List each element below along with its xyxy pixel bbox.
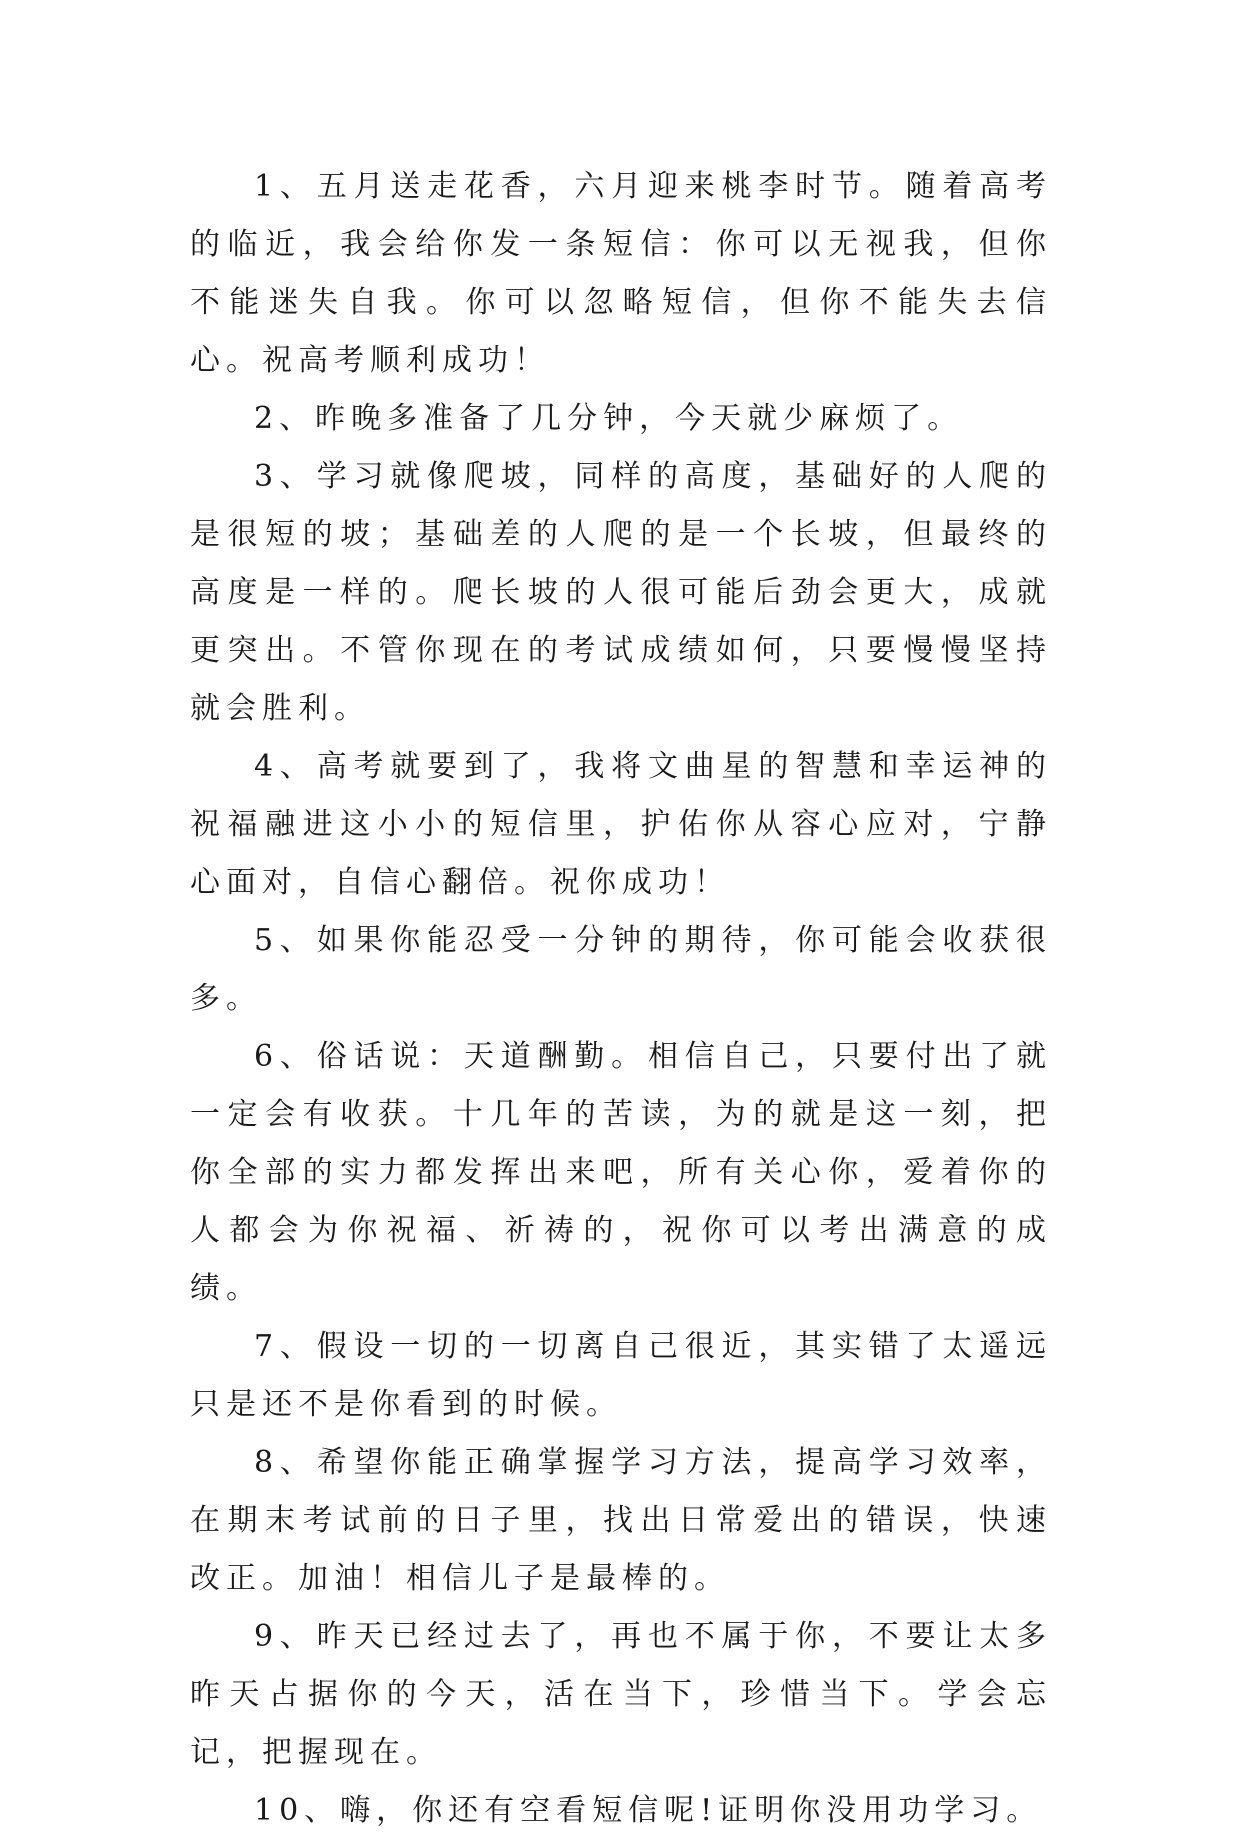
paragraph-7: 7、假设一切的一切离自己很近，其实错了太遥远只是还不是你看到的时候。 (190, 1329, 1052, 1422)
paragraph-5: 5、如果你能忍受一分钟的期待，你可能会收获很多。 (190, 923, 1052, 1016)
document-body (190, 158, 1052, 1840)
paragraph-8: 8、希望你能正确掌握学习方法，提高学习效率，在期末考试前的日子里，找出日常爱出的错误，快速改正。加油！相信儿子是最棒的。 (190, 1445, 1052, 1596)
paragraph-6: 6、俗话说：天道酬勤。相信自己，只要付出了就一定会有收获。十几年的苦读，为的就是这一刻，把你全部的实力都发挥出来吧，所有关心你，爱着你的人都会为你祝福、祈祷的，祝你可以考出满意的成绩。 (190, 1039, 1052, 1306)
paragraph-9: 9、昨天已经过去了，再也不属于你，不要让太多昨天占据你的今天，活在当下，珍惜当下。学会忘记，把握现在。 (190, 1619, 1052, 1770)
paragraph-2: 2、昨晚多准备了几分钟，今天就少麻烦了。 (254, 401, 964, 436)
paragraph-10: 10、嗨，你还有空看短信呢!证明你没用功学习。 (254, 1793, 1043, 1828)
paragraph-1: 1、五月送走花香，六月迎来桃李时节。随着高考的临近，我会给你发一条短信：你可以无视我，但你不能迷失自我。你可以忽略短信，但你不能失去信心。祝高考顺利成功！ (190, 169, 1052, 378)
paragraph-3: 3、学习就像爬坡，同样的高度，基础好的人爬的是很短的坡；基础差的人爬的是一个长坡，但最终的高度是一样的。爬长坡的人很可能后劲会更大，成就更突出。不管你现在的考试成绩如何，只要慢慢坚持就会胜利。 (190, 459, 1052, 726)
paragraph-4: 4、高考就要到了，我将文曲星的智慧和幸运神的祝福融进这小小的短信里，护佑你从容心应对，宁静心面对，自信心翻倍。祝你成功！ (190, 749, 1052, 900)
